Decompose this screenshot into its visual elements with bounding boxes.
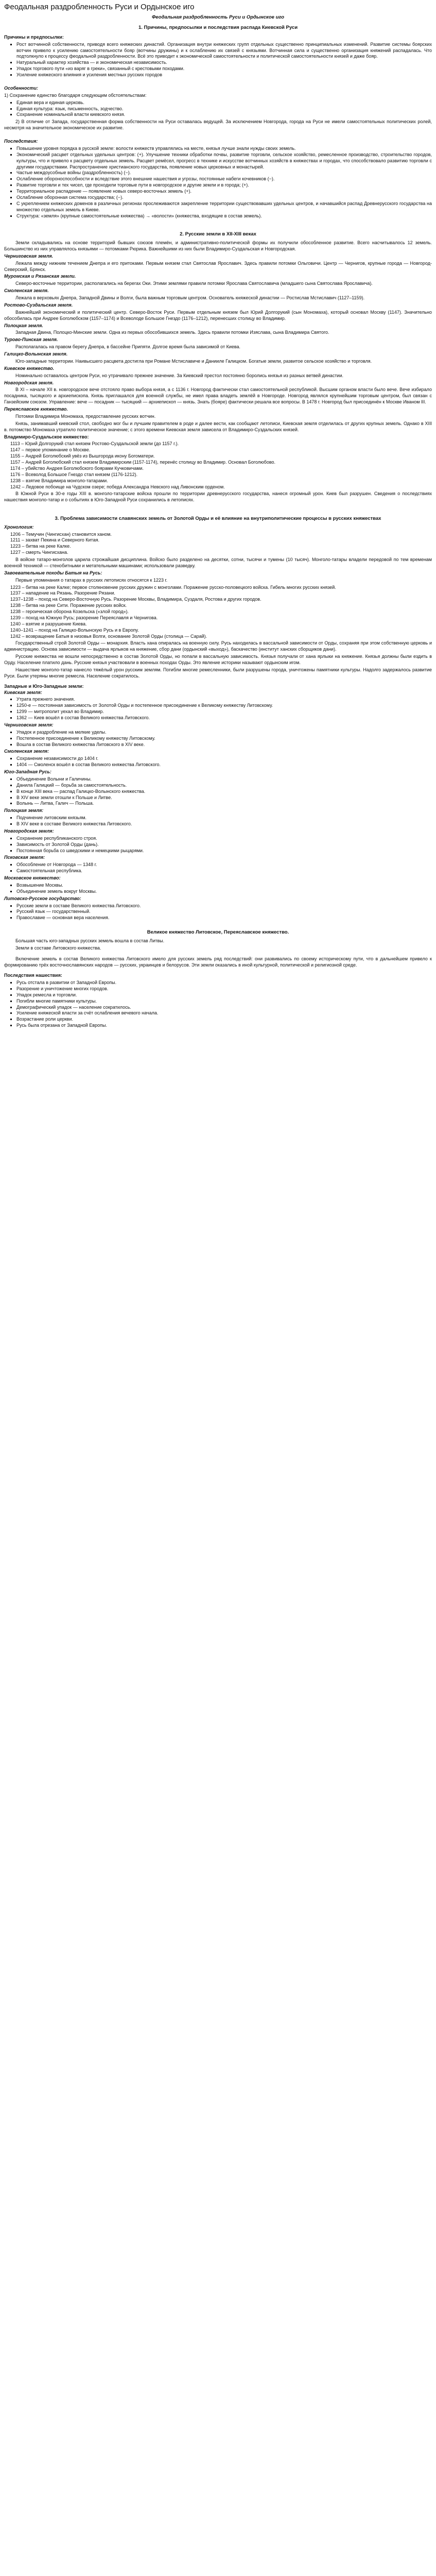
region-text: Лежала в верховьях Днепра, Западной Двины и Волги, была важным торговым центром. Основатель княжеской династии — Ростислав Мстиславич (1127–1159). <box>15 295 365 301</box>
causes-list <box>4 42 432 78</box>
region-text: Лежала между нижним течением Днепра и его притоками. Первым князем стал Святослав Ярославич. Здесь правили потомки Ольговичи. Центр — Чернигов, крупные города — Новгород-Северский, Брянск. <box>4 260 432 272</box>
area-list <box>4 836 432 854</box>
region-text: Номинально оставалось центром Руси, но утрачивало прежнее значение. За Киевский престол постоянно боролись князья из разных ветвей династии. <box>15 372 343 378</box>
list-item: ▪ Развитие торговли и тех чисел, где проходили торговые пути в новгородское и другие земли и в города; (+). <box>16 182 432 189</box>
area-title: Псковская земля: <box>4 855 45 860</box>
region-title: Полоцкая земля. <box>4 323 43 328</box>
list-item: ▪ Упадок торгового пути «из варяг в греки», связанный с крестовыми походами. <box>16 66 432 72</box>
list-item: 1238 – битва на реке Сити. Поражение русских войск. <box>10 603 127 608</box>
region-title: Смоленская земля. <box>4 288 49 294</box>
list-item: ▪ Рост вотчинной собственности, приводя всего княжеских династий. Организация внутри княжеских групп отдельных существенно принципиальных изменений. Развитие системы боярских вотчин привело к усилению самостоятельности бояр (вотчины дружины) и к ослаблению их связей с князьями. Вотчинная сила и существенно организация княжений распадалась. Что подтолкнуло к процессу феодальной раздробленности. Всё это приводит к экономической самостоятельности и политической самостоятельности князей и даже бояр. <box>16 42 432 60</box>
list-item: ▪ Зависимость от Золотой Орды (дань). <box>16 842 432 848</box>
area-list <box>4 776 432 807</box>
list-item: ▪ 1404 — Смоленск вошёл в состав Великого княжества Литовского. <box>16 762 432 768</box>
list-item: ▪ Утрата прежнего значения. <box>16 697 432 703</box>
list-item: ▪ Постоянная борьба со шведскими и немецкими рыцарями. <box>16 848 432 854</box>
region-title: Переяславское княжество. <box>4 406 68 412</box>
list-item: ▪ Усиление княжеской власти за счёт ослабления вечевого начала. <box>16 1010 432 1016</box>
list-item: ▪ Волынь — Литва, Галич — Польша. <box>16 801 432 807</box>
areas-title: Западные и Юго-Западные земли: <box>4 683 84 689</box>
batu-title: Завоевательные походы Батыя на Русь: <box>4 570 102 575</box>
list-item: ▪ Экономический расцвет отдельных удельных центров: (+). Улучшение техники обработки почвы, развитие торговли, сельское хозяйство, ремесленное производство, строительство городов, культуры, что и привело к расцвету отдельных земель. Расцвет ремёсел, прогресс в технике и искусстве вотчинных хозяйств в княжествах и городах, что способствовало развитию торговли с другими государствами. Распространение христианского государства, появление новых церковных и монастырей. <box>16 152 432 171</box>
list-item: 1211 – захват Пекина и Северного Китая. <box>10 537 99 543</box>
region-title: Киевское княжество. <box>4 365 55 371</box>
list-item: ▪ В XIV веке в составе Великого княжества Литовского. <box>16 821 432 827</box>
list-item: ▪ Единая вера и единая церковь. <box>16 100 432 106</box>
area-list <box>4 883 432 895</box>
list-item: ▪ Усиление княжеского влияния и усиления местных русских городов <box>16 72 432 78</box>
list-item: 1239 – поход на Южную Русь; разорение Переяславля и Чернигова. <box>10 615 158 620</box>
list-item: ▪ Русские земли в составе Великого княжества Литовского. <box>16 903 432 909</box>
region-title: Черниговская земля. <box>4 253 54 259</box>
area-title: Смоленская земля: <box>4 749 49 754</box>
region-text: Располагалась на правом берегу Днепра, в бассейне Припяти. Долгое время была зависимой от Киева. <box>15 344 241 350</box>
consequences-title: Последствия нашествия: <box>4 973 62 978</box>
list-item: ▪ Структура: «земля» (крупные самостоятельные княжества) → «волости» (княжества, входящие в состав земель). <box>16 213 432 219</box>
area-title: Московское княжество: <box>4 875 61 881</box>
area-list <box>4 815 432 827</box>
list-item: 1242 – возвращение Батыя в низовья Волги, основание Золотой Орды (столица — Сарай). <box>10 633 207 639</box>
region-title: Турово-Пинская земля. <box>4 337 58 343</box>
list-item: ▪ Упадок ремесла и торговли. <box>16 992 432 998</box>
list-item: ▪ 1250-е — постоянная зависимость от Золотой Орды и постепенное присоединение к Великому княжеству Литовскому. <box>16 703 432 709</box>
list-item: ▪ Единая культура: язык, письменность, зодчество. <box>16 106 432 112</box>
area-list <box>4 730 432 748</box>
results-title: Последствия: <box>4 139 38 144</box>
section-2-heading: 2. Русские земли в XII-XIII веках <box>180 231 256 238</box>
list-item: ▪ В конце XIII века — распад Галицко-Волынского княжества. <box>16 789 432 795</box>
region-title: Ростово-Суздальская земля. <box>4 302 73 308</box>
list-item: 1223 – битва на реке Калке. <box>10 544 71 549</box>
list-item: ▪ Погибли многие памятники культуры. <box>16 998 432 1005</box>
region-text: Западная Двина, Полоцко-Минские земли. Одна из первых обособившихся земель. Здесь правили потомки Изяслава, сына Владимира Святого. <box>15 330 329 335</box>
area-title: Новгородская земля: <box>4 828 54 834</box>
results-list <box>4 146 432 219</box>
batu-intro: Первые упоминания о татарах в русских летописях относятся к 1223 г. <box>15 577 168 583</box>
list-item: ▪ 1362 — Киев вошёл в состав Великого княжества Литовского. <box>16 715 432 721</box>
list-item: ▪ Подчинение литовским князьям. <box>16 815 432 821</box>
batu-list <box>4 585 432 640</box>
list-item: 1240–1241 – поход на Галицко-Волынскую Русь и в Европу. <box>10 627 139 633</box>
list-item: 1238 – взятие Владимира монголо-татарами. <box>10 478 108 483</box>
section-1-heading: 1. Причины, предпосылки и последствия распада Киевской Руси <box>138 25 298 31</box>
area-list <box>4 903 432 922</box>
lithuania-text: Большая часть юго-западных русских земель вошла в состав Литвы. <box>15 938 165 943</box>
list-item: ▪ Сохранение республиканского строя. <box>16 836 432 842</box>
list-item: ▪ Повышение уровня порядка в русской земле: волости княжеств управлялись на месте, князья лучше знали нужды своих земель. <box>16 146 432 152</box>
document-page <box>0 2 436 1036</box>
list-item: 1113 – Юрий Долгорукий стал князем Ростово-Суздальской земли (до 1157 г.). <box>10 441 179 447</box>
features-intro: 1) Сохранение единство благодаря следующим обстоятельствам: <box>4 92 147 98</box>
section-2-intro: Земли складывались на основе территорий бывших союзов племён, и административно-политической формы их получили обособленное развитие. Всего насчитывалось 12 земель. Большинство из них управлялось князьями — потомками Рюрика. Важнейшими из них были Владимиро-Суздальская и Новгородская. <box>4 240 432 251</box>
yoke-text: Русские княжества не вошли непосредственно в состав Золотой Орды, но попали в вассальную зависимость. Князья получали от хана ярлыки на княжение. Князья должны были ездить в Орду. Население платило дань. Русские князья участвовали в военных походах Орды. Это явление историки называют ордынским игом. <box>4 654 432 666</box>
vladimir-list <box>4 441 432 490</box>
list-item: 1176 – Всеволод Большое Гнездо стал князем (1176-1212). <box>10 471 138 477</box>
area-title: Полоцкая земля: <box>4 808 44 814</box>
page-title: Феодальная раздробленность Руси и Ордынское иго <box>4 3 195 11</box>
list-item: 1237 – нападение на Рязань. Разорение Рязани. <box>10 590 115 596</box>
list-item: ▪ Территориальное распадение — появление новых северо-восточных земель (+). <box>16 189 432 195</box>
region-text: Юго-западные территории. Наивысшего расцвета достигла при Романе Мстиславиче и Данииле Галицком. Богатые земли, развитое сельское хозяйство и торговля. <box>15 358 372 364</box>
features-list <box>4 100 432 118</box>
list-item: ▪ В XIV веке земли отошли к Польше и Литве. <box>16 795 432 801</box>
doc-subtitle: Феодальная раздробленность Руси и Ордынское иго <box>151 14 285 20</box>
region-title: Галицко-Волынская земля. <box>4 351 68 357</box>
list-item: ▪ Сохранение независимости до 1404 г. <box>16 756 432 762</box>
list-item: 1206 – Темучин (Чингисхан) становится ханом. <box>10 531 112 537</box>
list-item: ▪ Демографический упадок — население сократилось. <box>16 1005 432 1011</box>
list-item: ▪ Ослабление обороноспособности и вследствие этого внешние нашествия и угрозы, постоянные набеги кочевников (−). <box>16 176 432 182</box>
list-item: ▪ Православие — основная вера населения. <box>16 915 432 921</box>
list-item: ▪ Возвышение Москвы. <box>16 883 432 889</box>
causes-title: Причины и предпосылки: <box>4 34 64 40</box>
section-3-heading: 3. Проблема зависимости славянских земель от Золотой Орды и её влияние на внутриполитические процессы в русских княжествах <box>55 516 381 522</box>
area-list <box>4 862 432 874</box>
list-item: 1227 – смерть Чингисхана. <box>10 550 68 555</box>
region-title: Новгородская земля. <box>4 380 54 385</box>
section-2-summary: Князь, занимавший киевский стол, свободно мог бы и лучшим правителем в роде и далее вести, как сообщают летописи, Киевская земля отделилась от других крупных земель. Однако в XIII в. потомство Мономаха утратило политическое значение; с этого времени Киевская земля зависела от Владимиро-Суздальских князей. <box>4 420 432 432</box>
region-text: Северо-восточные территории, располагались на берегах Оки. Этими землями правили потомки Ярослава Святославича (младшего сына Святослава Ярославича). <box>15 281 373 286</box>
list-item: ▪ Русь была отрезана от Западной Европы. <box>16 1023 432 1029</box>
list-item: ▪ Частые междоусобные войны (раздробленность) (−). <box>16 170 432 176</box>
list-item: ▪ Обособление от Новгорода — 1348 г. <box>16 862 432 868</box>
list-item: ▪ Данила Галицкий — борьба за самостоятельность. <box>16 783 432 789</box>
list-item: ▪ Объединение Волыни и Галичины. <box>16 776 432 783</box>
consequences-list <box>4 980 432 1029</box>
vladimir-title: Владимиро-Суздальское княжество: <box>4 434 89 439</box>
list-item: ▪ С укреплением княжеских доменов в различных регионах прослеживаются закрепление территории существовавших удельных центров, и начавшийся распад Древнерусского государства на множество отдельных земель в Киеве. <box>16 201 432 213</box>
list-item: ▪ Натуральный характер хозяйства — и экономическая независимость. <box>16 60 432 66</box>
list-item: ▪ Ослабление оборонная система государства; (−). <box>16 195 432 201</box>
list-item: ▪ Сохранение номинальной власти киевского князя. <box>16 112 432 118</box>
list-item: 1157 – Андрей Боголюбский стал князем Владимирским (1157-1174), перенёс столицу во Владимир. Основал Боголюбово. <box>10 460 276 465</box>
area-title: Юго-Западная Русь: <box>4 769 51 775</box>
list-item: 1240 – взятие и разрушение Киева. <box>10 621 87 626</box>
list-item: 1237–1238 – поход на Северо-Восточную Русь. Разорение Москвы, Владимира, Суздаля, Ростова и других городов. <box>10 597 261 602</box>
list-item: ▪ Самостоятельная республика. <box>16 868 432 874</box>
yoke-text: Нашествие монголо-татар нанесло тяжёлый урон русским землям. Погибли многие ремесленники, были разрушены города, уничтожены памятники культуры. Надолго задержалось развитие Руси. Были утеряны многие ремесла. Население сократилось. <box>4 667 432 679</box>
yoke-text: Государственный строй Золотой Орды — монархия. Власть хана опиралась на военную силу. Русь находилась в вассальной зависимости от Орды, сохраняя при этом собственную церковь и администрацию. Основа зависимости — выдача ярлыков на княжение, сбор дани (ордынский «выход»), баскачество (институт ханских сборщиков дани). <box>4 640 432 652</box>
list-item: ▪ Вошла в состав Великого княжества Литовского в XIV веке. <box>16 742 432 748</box>
region-text: Важнейший экономический и политический центр. Северо-Восток Руси. Первым отдельным князем был Юрий Долгорукий (сын Мономаха), который основал Москву (1147). Значительно обособилась при Андрее Боголюбском (1157–1174) и Всеволоде Большое Гнездо (1176–1212), перенесших столицу во Владимир. <box>4 309 432 321</box>
list-item: ▪ Постепенное присоединение к Великому княжеству Литовскому. <box>16 736 432 742</box>
vladimir-close: В Южной Руси в 30-е годы XIII в. монголо-татарские войска прошли по территории древнерусского государства, нанеся огромный урон. Киев был разрушен. Сведения о последствиях нашествия монголо-татар и о событиях в Юго-Западной Руси сохранились в летописях. <box>4 491 432 503</box>
list-item: ▪ Разорение и уничтожение многих городов. <box>16 986 432 992</box>
area-title: Черниговская земля: <box>4 722 54 727</box>
list-item: ▪ Объединение земель вокруг Москвы. <box>16 889 432 895</box>
area-list <box>4 697 432 721</box>
list-item: ▪ 1299 — митрополит уехал во Владимир. <box>16 709 432 715</box>
area-title: Киевская земля: <box>4 689 42 695</box>
area-title: Литовско-Русское государство: <box>4 895 81 901</box>
list-item: ▪ Русский язык — государственный. <box>16 909 432 915</box>
chron-text: В войске татаро-монголов царила строжайшая дисциплина. Войско было разделено на десятки, сотни, тысячи и тумены (10 тысяч). Монголо-татары владели передовой по тем временам военной техникой — стенобитными и метательными машинами; использовали разведку. <box>4 557 432 568</box>
list-item: 1223 – битва на реке Калке; первое столкновение русских дружин с монголами. Поражение русско-половецкого войска. Гибель многих русских князей. <box>10 584 336 590</box>
list-item: 1174 – убийство Андрея Боголюбского боярами Кучковичами. <box>10 465 144 471</box>
list-item: 1147 – первое упоминание о Москве. <box>10 447 91 453</box>
list-item: ▪ Возрастание роли церкви. <box>16 1016 432 1023</box>
area-list <box>4 756 432 768</box>
list-item: ▪ Упадок и раздробление на мелкие уделы. <box>16 730 432 736</box>
features-paragraph: 2) В отличие от Запада, государственная форма собственности на Руси оставалась ведущей. За исключением Новгорода, города на Руси не имели самостоятельных политических ролей, несмотря на значительное экономическое их развитие. <box>4 119 432 131</box>
list-item: ▪ Русь отстала в развитии от Западной Европы. <box>16 980 432 986</box>
features-title: Особенности: <box>4 85 38 91</box>
lithuania-text: Земли в составе Литовского княжества. <box>15 945 101 951</box>
conclusion-text: Включение земель в состав Великого княжества Литовского имело для русских земель ряд последствий: они развивались по своему историческому пути, что в дальнейшем привело к формированию трёх восточнославянских народов — русских, украинцев и белорусов. Эти земли оказались в иной культурной, политической и религиозной среде. <box>4 956 432 968</box>
region-title: Муромская и Рязанская земли. <box>4 274 76 279</box>
list-item: 1155 – Андрей Боголюбский увёз из Вышгорода икону Богоматери. <box>10 453 155 459</box>
list-item: 1242 – Ледовое побоище на Чудском озере; победа Александра Невского над Ливонским орденом. <box>10 484 225 489</box>
lithuania-heading: Великое княжество Литовское, Переяславское княжество. <box>147 929 289 936</box>
region-text: Потомки Владимира Мономаха, предоставление русских вотчин. <box>15 413 156 419</box>
chron-list <box>4 532 432 556</box>
chron-title: Хронология: <box>4 524 34 530</box>
list-item: 1238 – героическая оборона Козельска («злой город»). <box>10 609 129 615</box>
region-text: В XI – начале XII в. новгородское вече отстояло право выбора князя, а с 1136 г. Новгород фактически стал самостоятельной республикой. Высшим органом власти было вече. Вече избирало посадника, тысяцкого и архиепископа. Князь приглашался для военной службы, не имел права владеть землёй в Новгороде. Новгород являлся крупнейшим торговым центром, был связан с Ганзейским союзом. Управление: вече — посадник — тысяцкий — архиепископ — князь. Знать (бояре) фактически решала все вопросы. В 1478 г. Новгород был присоединён к Москве Иваном III. <box>4 387 432 405</box>
